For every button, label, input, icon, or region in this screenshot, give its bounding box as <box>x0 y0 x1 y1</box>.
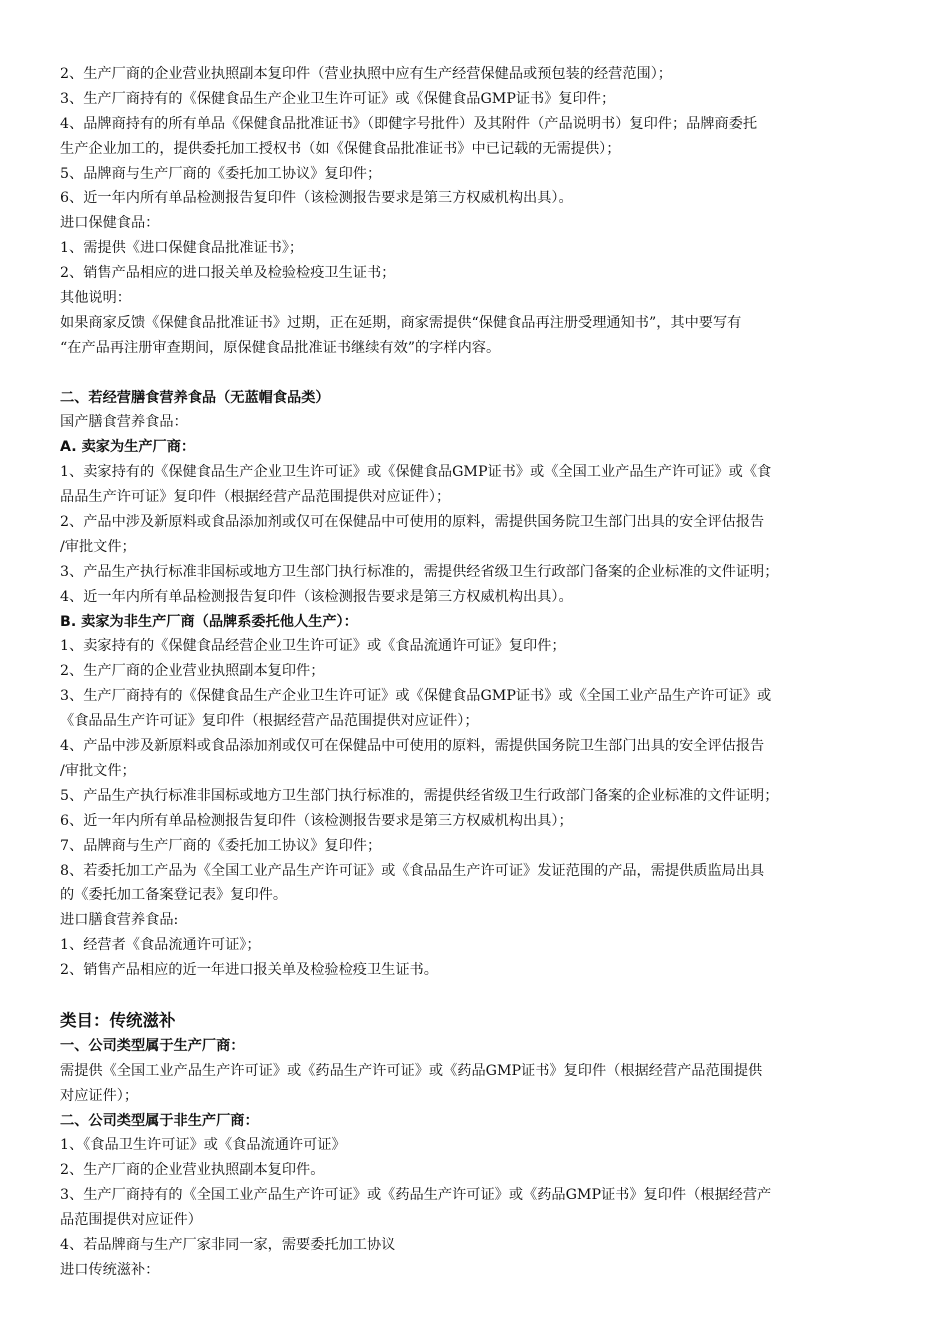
blank-line <box>60 361 900 386</box>
text-line: 3、生产厂商持有的《保健食品生产企业卫生许可证》或《保健食品GMP证书》复印件； <box>60 90 616 107</box>
text-line: 需提供《全国工业产品生产许可证》或《药品生产许可证》或《药品GMP证书》复印件（根据经营产品范围提供 <box>60 1062 763 1079</box>
text-line: /审批文件； <box>60 762 136 779</box>
category-heading: 类目：传统滋补 <box>60 1010 176 1030</box>
text-line: 2、销售产品相应的近一年进口报关单及检验检疫卫生证书。 <box>60 962 438 979</box>
text-line: 2、生产厂商的企业营业执照副本复印件； <box>60 663 325 680</box>
text-line: 1、经营者《食品流通许可证》； <box>60 937 261 954</box>
text-line: 3、生产厂商持有的《保健食品生产企业卫生许可证》或《保健食品GMP证书》或《全国工业产品生产许可证》或 <box>60 688 772 705</box>
text-line: 2、生产厂商的企业营业执照副本复印件。 <box>60 1162 325 1179</box>
text-line: 进口传统滋补： <box>60 1261 160 1278</box>
text-line: 6、近一年内所有单品检测报告复印件（该检测报告要求是第三方权威机构出具）。 <box>60 190 573 207</box>
text-line: 品品生产许可证》复印件（根据经营产品范围提供对应证件）； <box>60 489 451 506</box>
text-line: 6、近一年内所有单品检测报告复印件（该检测报告要求是第三方权威机构出具）； <box>60 812 573 829</box>
text-line: 5、品牌商与生产厂商的《委托加工协议》复印件； <box>60 165 382 182</box>
text-line: 的《委托加工备案登记表》复印件。 <box>60 887 288 904</box>
text-line: 其他说明： <box>60 290 131 307</box>
blank-line <box>60 983 900 1008</box>
text-line: 8、若委托加工产品为《全国工业产品生产许可证》或《食品品生产许可证》发证范围的产品，需提供质监局出具 <box>60 862 765 879</box>
text-line: 1、《食品卫生许可证》或《食品流通许可证》 <box>60 1137 346 1154</box>
text-line: 7、品牌商与生产厂商的《委托加工协议》复印件； <box>60 837 382 854</box>
text-line: 2、产品中涉及新原料或食品添加剂或仅可在保健品中可使用的原料，需提供国务院卫生部门出具的安全评估报告 <box>60 514 765 531</box>
text-line: 1、卖家持有的《保健食品经营企业卫生许可证》或《食品流通许可证》复印件； <box>60 638 566 655</box>
text-line: 1、卖家持有的《保健食品生产企业卫生许可证》或《保健食品GMP证书》或《全国工业产品生产许可证》或《食 <box>60 464 772 481</box>
text-line: 对应证件）； <box>60 1087 139 1104</box>
text-line: 国产膳食营养食品： <box>60 414 188 431</box>
subsection-heading: B. 卖家为非生产厂商（品牌系委托他人生产）： <box>60 613 358 630</box>
text-line: 4、产品中涉及新原料或食品添加剂或仅可在保健品中可使用的原料，需提供国务院卫生部门出具的安全评估报告 <box>60 738 765 755</box>
section-heading: 一、公司类型属于生产厂商： <box>60 1037 245 1054</box>
text-line: 《食品品生产许可证》复印件（根据经营产品范围提供对应证件）； <box>60 713 479 730</box>
document-page <box>60 62 900 1283</box>
text-line: 4、近一年内所有单品检测报告复印件（该检测报告要求是第三方权威机构出具）。 <box>60 588 573 605</box>
text-line: 5、产品生产执行标准非国标或地方卫生部门执行标准的，需提供经省级卫生行政部门备案的企业标准的文件证明； <box>60 787 779 804</box>
text-line: 1、需提供《进口保健食品批准证书》； <box>60 240 304 257</box>
text-line: 如果商家反馈《保健食品批准证书》过期，正在延期，商家需提供“保健食品再注册受理通知书”，其中要写有 <box>60 314 742 331</box>
text-line: 4、若品牌商与生产厂家非同一家，需要委托加工协议 <box>60 1236 396 1253</box>
section-heading: 二、公司类型属于非生产厂商： <box>60 1112 259 1129</box>
text-line: 进口保健食品： <box>60 215 160 232</box>
text-line: 3、生产厂商持有的《全国工业产品生产许可证》或《药品生产许可证》或《药品GMP证书》复印件（根据经营产 <box>60 1187 772 1204</box>
text-line: /审批文件； <box>60 538 136 555</box>
text-line: 进口膳食营养食品: <box>60 912 179 929</box>
text-line: 品范围提供对应证件） <box>60 1212 202 1229</box>
text-line: “在产品再注册审查期间，原保健食品批准证书继续有效”的字样内容。 <box>60 339 501 356</box>
text-line: 2、生产厂商的企业营业执照副本复印件（营业执照中应有生产经营保健品或预包装的经营范围）； <box>60 66 672 82</box>
section-heading: 二、若经营膳食营养食品（无蓝帽食品类） <box>60 389 330 406</box>
text-line: 生产企业加工的，提供委托加工授权书（如《保健食品批准证书》中已记载的无需提供）； <box>60 140 621 157</box>
text-line: 3、产品生产执行标准非国标或地方卫生部门执行标准的，需提供经省级卫生行政部门备案的企业标准的文件证明； <box>60 563 779 580</box>
subsection-heading: A. 卖家为生产厂商： <box>60 439 196 456</box>
text-line: 2、销售产品相应的进口报关单及检验检疫卫生证书； <box>60 265 396 282</box>
text-line: 4、品牌商持有的所有单品《保健食品批准证书》（即健字号批件）及其附件（产品说明书）复印件；品牌商委托 <box>60 115 758 132</box>
